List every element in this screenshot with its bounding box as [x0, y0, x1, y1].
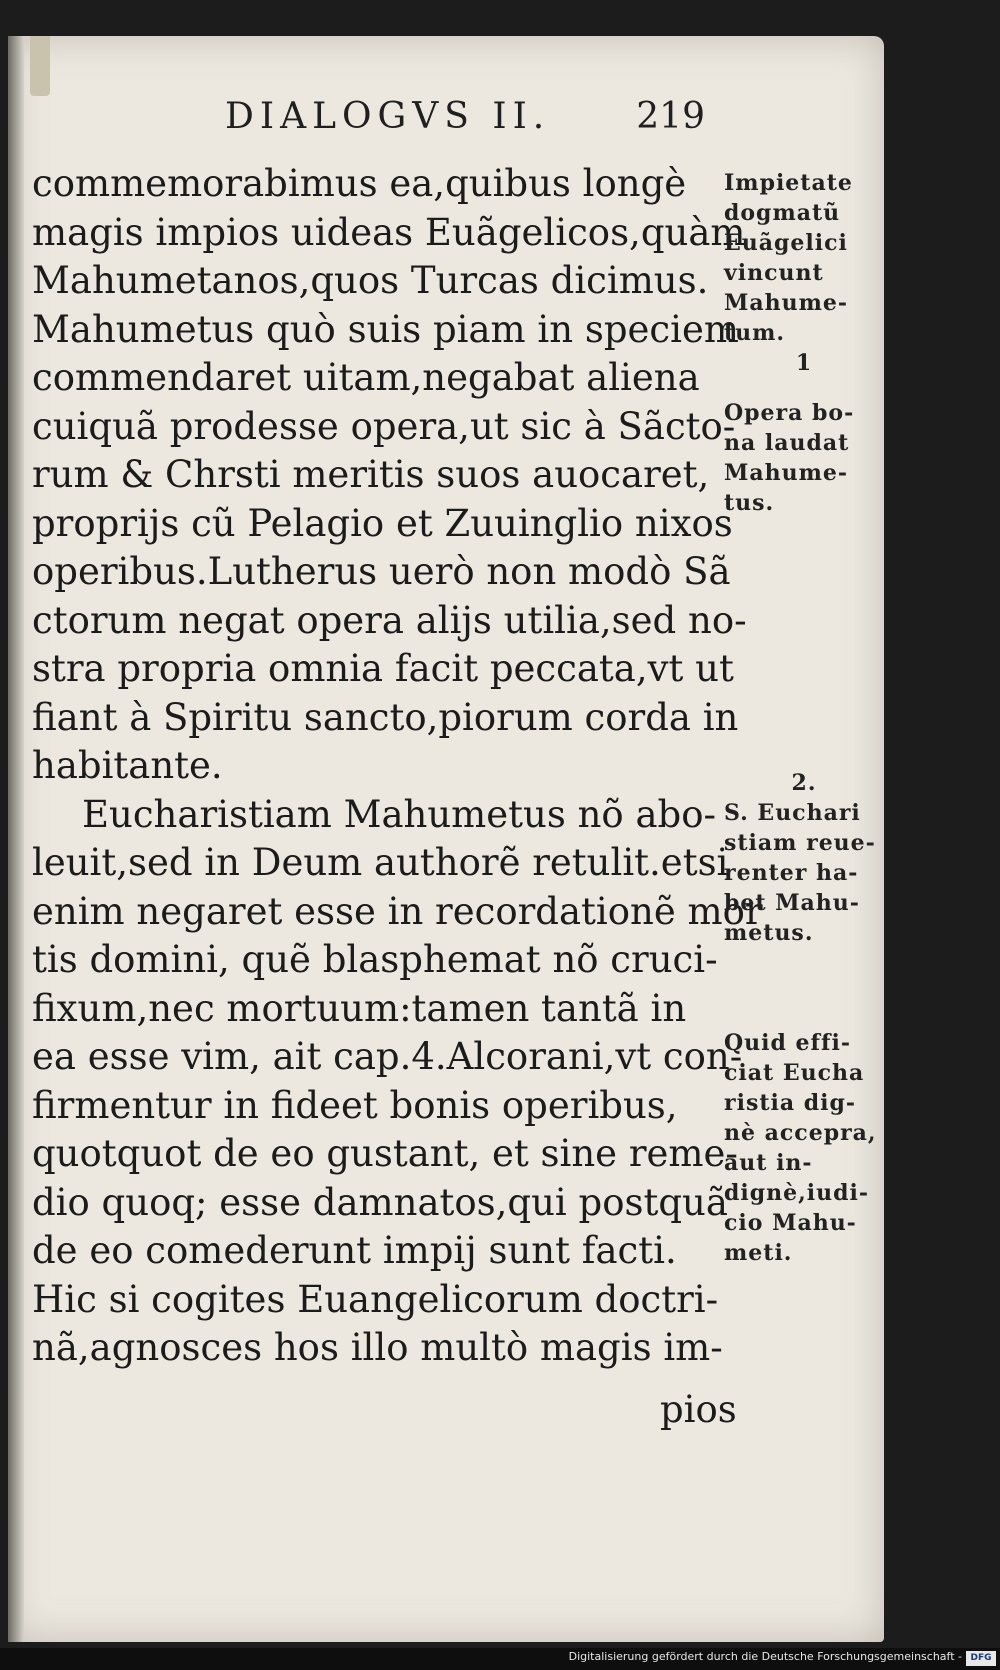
marginal-note-line: meti.	[724, 1240, 793, 1266]
text-line: magis impios uideas Euãgelicos,quàm	[32, 210, 746, 254]
marginal-note-line: na laudat	[724, 430, 850, 456]
text-line: stra propria omnia facit peccata,vt ut	[32, 647, 734, 690]
marginal-note-line: cio Mahu-	[724, 1210, 857, 1236]
paper-tab	[30, 36, 50, 96]
marginal-note-number: 1	[795, 350, 813, 376]
text-line: commemorabimus ea,quibus longè	[32, 162, 687, 205]
text-line: firmentur in fideet bonis operibus,	[32, 1083, 678, 1127]
marginal-note-line: vincunt	[724, 260, 824, 286]
marginal-note	[724, 168, 884, 378]
marginal-note-line: Quid effi-	[724, 1030, 851, 1056]
text-line: proprijs cũ Pelagio et Zuuinglio nixos	[32, 501, 733, 545]
marginal-note-line: tum.	[724, 320, 786, 346]
marginal-note	[724, 768, 884, 948]
marginal-note-line: metus.	[724, 920, 814, 946]
footer-bar	[0, 1648, 1000, 1670]
text-line: operibus.Lutherus uerò non modò Sã	[32, 550, 731, 593]
marginal-note-line: ristia dig-	[724, 1090, 857, 1116]
page-header	[225, 96, 705, 156]
text-line: Hic si cogites Euangelicorum doctri-	[32, 1277, 719, 1321]
marginal-note-line: Mahume-	[724, 460, 849, 486]
marginal-note-number: 2.	[791, 770, 817, 796]
marginal-note-line: S. Euchari	[724, 800, 861, 826]
catchword: pios	[660, 1388, 737, 1431]
marginal-note-line: renter ha-	[724, 860, 859, 886]
text-line: ctorum negat opera alijs utilia,sed no-	[32, 598, 747, 642]
text-line: enim negaret esse in recordationẽ mor	[32, 889, 763, 933]
running-title: DIALOGVS II.	[225, 96, 551, 137]
text-line: Mahumetus quò suis piam in speciem	[32, 307, 739, 351]
text-line: rum & Chrsti meritis suos auocaret,	[32, 453, 710, 496]
text-line: dio quoq; esse damnatos,qui postquã	[32, 1180, 728, 1224]
text-line: fixum,nec mortuum:tamen tantã in	[32, 986, 687, 1030]
text-line: Mahumetanos,quos Turcas dicimus.	[32, 259, 709, 302]
marginal-note	[724, 1028, 884, 1268]
dfg-logo-icon: DFG	[966, 1651, 996, 1666]
text-line: ea esse vim, ait cap.4.Alcorani,vt con-	[32, 1035, 743, 1078]
page-gutter-edge	[8, 36, 24, 1642]
text-line: leuit,sed in Deum authorẽ retulit.etsi	[32, 841, 729, 884]
marginal-note-line: dogmatũ	[724, 200, 841, 226]
marginal-note-line: Impietate	[724, 170, 853, 196]
text-line: habitante.	[32, 744, 223, 787]
marginal-note-line: ciat Eucha	[724, 1060, 865, 1086]
marginal-note-line: bet Mahu-	[724, 890, 860, 916]
text-line: quotquot de eo gustant, et sine reme-	[32, 1132, 738, 1175]
page-number: 219	[636, 96, 705, 137]
text-line: Eucharistiam Mahumetus nõ abo-	[82, 792, 716, 836]
marginal-note-line: Euãgelici	[724, 230, 848, 256]
text-line: de eo comederunt impij sunt facti.	[32, 1229, 677, 1272]
text-line: nã,agnosces hos illo multò magis im-	[32, 1326, 723, 1369]
marginal-note-line: aut in-	[724, 1150, 813, 1176]
text-line: commendaret uitam,negabat aliena	[32, 356, 700, 399]
marginal-note-line: stiam reue-	[724, 830, 876, 856]
marginal-note	[724, 398, 884, 518]
marginal-note-line: tus.	[724, 490, 775, 516]
marginal-note-line: dignè,iudi-	[724, 1180, 869, 1206]
text-line: fiant à Spiritu sancto,piorum corda in	[32, 695, 739, 739]
funding-credit: Digitalisierung gefördert durch die Deutsche Forschungsgemeinschaft -	[568, 1650, 962, 1663]
marginal-note-line: nè accepra,	[724, 1120, 877, 1146]
marginal-note-line: Mahume-	[724, 290, 849, 316]
text-line: tis domini, quẽ blasphemat nõ cruci-	[32, 938, 718, 981]
text-line: cuiquã prodesse opera,ut sic à Sãcto-	[32, 404, 736, 448]
marginal-note-line: Opera bo-	[724, 400, 855, 426]
